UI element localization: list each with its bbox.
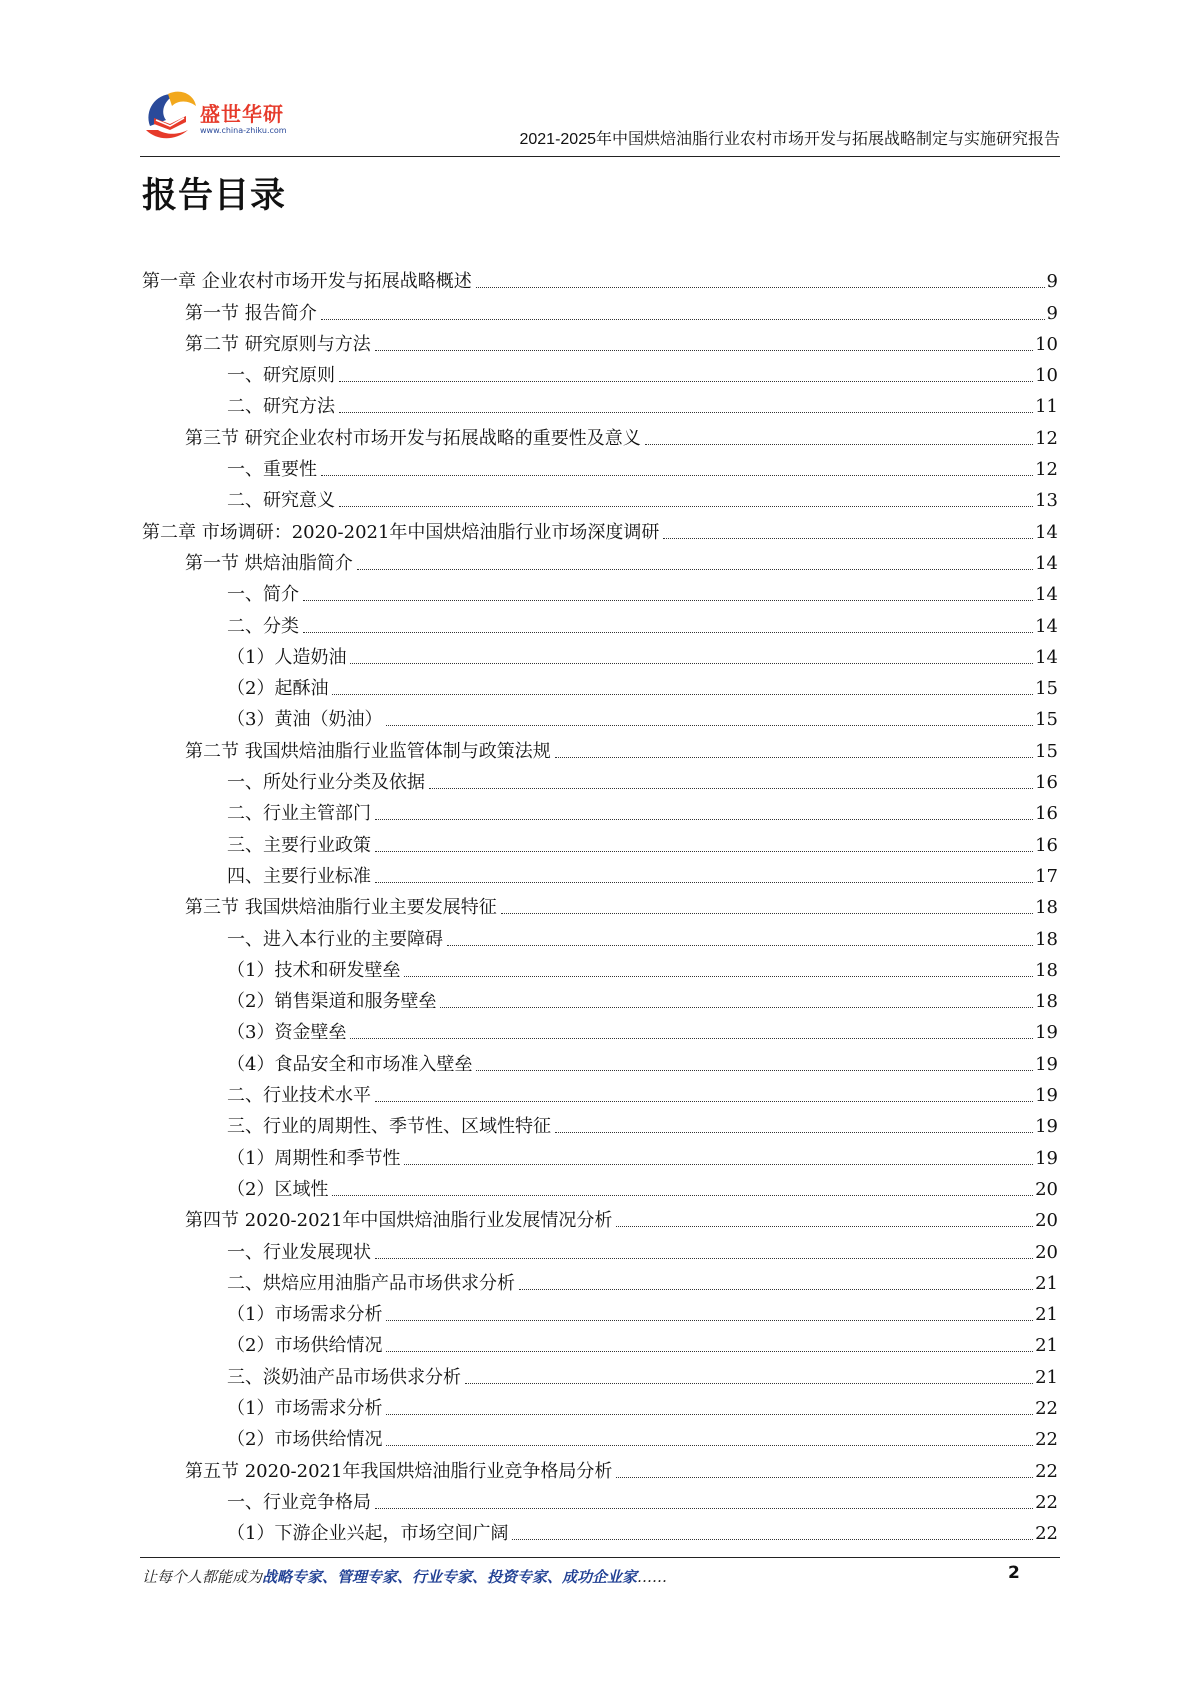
toc-dot-leader bbox=[386, 725, 1033, 726]
toc-page-number: 14 bbox=[1035, 615, 1058, 637]
toc-dot-leader bbox=[375, 1101, 1033, 1102]
toc-page-number: 20 bbox=[1035, 1241, 1058, 1263]
toc-dot-leader bbox=[332, 694, 1033, 695]
toc-entry-title: （1）人造奶油 bbox=[227, 646, 347, 668]
toc-entry[interactable] bbox=[142, 1170, 1058, 1201]
toc-page-number: 14 bbox=[1035, 646, 1058, 668]
toc-entry-title: （2）区域性 bbox=[227, 1178, 329, 1200]
toc-dot-leader bbox=[350, 1038, 1033, 1039]
toc-dot-leader bbox=[357, 569, 1033, 570]
toc-dot-leader bbox=[350, 663, 1033, 664]
page-number: 2 bbox=[1008, 1563, 1020, 1583]
toc-entry[interactable] bbox=[142, 1483, 1058, 1514]
toc-page-number: 22 bbox=[1035, 1491, 1058, 1513]
toc-entry-title: 第二节 我国烘焙油脂行业监管体制与政策法规 bbox=[185, 740, 551, 762]
toc-dot-leader bbox=[332, 1195, 1033, 1196]
toc-entry-title: （2）起酥油 bbox=[227, 678, 329, 700]
toc-entry[interactable] bbox=[142, 919, 1058, 950]
toc-entry-title: （4）食品安全和市场准入壁垒 bbox=[227, 1053, 473, 1075]
toc-page-number: 21 bbox=[1035, 1335, 1058, 1357]
toc-page-number: 10 bbox=[1035, 365, 1058, 387]
toc-dot-leader bbox=[386, 1351, 1033, 1352]
toc-entry-title: （2）市场供给情况 bbox=[227, 1429, 383, 1451]
toc-page-number: 19 bbox=[1035, 1085, 1058, 1107]
toc-page-number: 9 bbox=[1046, 302, 1058, 324]
toc-page-number: 12 bbox=[1035, 427, 1058, 449]
toc-page-number: 15 bbox=[1035, 709, 1058, 731]
toc-page-number: 21 bbox=[1035, 1272, 1058, 1294]
toc-page-number: 20 bbox=[1035, 1178, 1058, 1200]
toc-dot-leader bbox=[645, 444, 1033, 445]
page-header bbox=[140, 86, 1060, 158]
toc-entry-title: 第五节 2020-2021年我国烘焙油脂行业竞争格局分析 bbox=[185, 1460, 613, 1482]
toc-entry-title: 二、分类 bbox=[227, 615, 299, 637]
toc-dot-leader bbox=[386, 1414, 1033, 1415]
toc-dot-leader bbox=[555, 757, 1033, 758]
toc-dot-leader bbox=[555, 1132, 1033, 1133]
toc-page-number: 16 bbox=[1035, 803, 1058, 825]
toc-dot-leader bbox=[404, 1164, 1033, 1165]
toc-dot-leader bbox=[512, 1539, 1033, 1540]
toc-page-number: 9 bbox=[1046, 271, 1058, 293]
toc-entry[interactable] bbox=[142, 512, 1058, 543]
toc-page-number: 21 bbox=[1035, 1366, 1058, 1388]
toc-page-number: 19 bbox=[1035, 1053, 1058, 1075]
toc-entry[interactable] bbox=[142, 293, 1058, 324]
toc-entry[interactable] bbox=[142, 450, 1058, 481]
toc-entry[interactable] bbox=[142, 763, 1058, 794]
toc-entry[interactable] bbox=[142, 731, 1058, 762]
toc-page-number: 19 bbox=[1035, 1147, 1058, 1169]
toc-entry[interactable] bbox=[142, 418, 1058, 449]
toc-entry-title: 三、主要行业政策 bbox=[227, 834, 371, 856]
toc-dot-leader bbox=[375, 1508, 1033, 1509]
toc-dot-leader bbox=[440, 1007, 1033, 1008]
toc-dot-leader bbox=[616, 1477, 1033, 1478]
toc-dot-leader bbox=[375, 882, 1033, 883]
toc-entry[interactable] bbox=[142, 1232, 1058, 1263]
toc-entry-title: （1）技术和研发壁垒 bbox=[227, 959, 401, 981]
toc-entry-title: 一、进入本行业的主要障碍 bbox=[227, 928, 443, 950]
toc-entry[interactable] bbox=[142, 669, 1058, 700]
toc-entry[interactable] bbox=[142, 982, 1058, 1013]
toc-entry[interactable] bbox=[142, 1138, 1058, 1169]
toc-entry[interactable] bbox=[142, 825, 1058, 856]
logo-name: 盛世华研 bbox=[200, 102, 284, 126]
toc-entry-title: 一、重要性 bbox=[227, 459, 317, 481]
toc-entry-title: （1）市场需求分析 bbox=[227, 1397, 383, 1419]
toc-page-number: 19 bbox=[1035, 1116, 1058, 1138]
toc-entry[interactable] bbox=[142, 1013, 1058, 1044]
toc-entry-title: 二、行业技术水平 bbox=[227, 1085, 371, 1107]
toc-page-number: 15 bbox=[1035, 740, 1058, 762]
toc-entry-title: （2）销售渠道和服务壁垒 bbox=[227, 991, 437, 1013]
toc-entry-title: 一、研究原则 bbox=[227, 365, 335, 387]
toc-dot-leader bbox=[339, 506, 1033, 507]
slogan-suffix: …… bbox=[637, 1568, 668, 1586]
toc-entry[interactable] bbox=[142, 1076, 1058, 1107]
toc-entry[interactable] bbox=[142, 262, 1058, 293]
toc-entry-title: 一、简介 bbox=[227, 584, 299, 606]
toc-entry-title: （1）周期性和季节性 bbox=[227, 1147, 401, 1169]
toc-page-number: 11 bbox=[1035, 396, 1058, 418]
toc-entry[interactable] bbox=[142, 1326, 1058, 1357]
toc-entry-title: （3）资金壁垒 bbox=[227, 1022, 347, 1044]
toc-page-number: 10 bbox=[1035, 333, 1058, 355]
toc-page-number: 22 bbox=[1035, 1460, 1058, 1482]
toc-page-number: 18 bbox=[1035, 991, 1058, 1013]
toc-entry[interactable] bbox=[142, 888, 1058, 919]
toc-entry-title: （2）市场供给情况 bbox=[227, 1335, 383, 1357]
toc-entry-title: （1）下游企业兴起，市场空间广阔 bbox=[227, 1523, 509, 1545]
toc-entry[interactable] bbox=[142, 794, 1058, 825]
toc-dot-leader bbox=[321, 475, 1033, 476]
toc-page-number: 22 bbox=[1035, 1429, 1058, 1451]
toc-page-number: 18 bbox=[1035, 959, 1058, 981]
toc-page-number: 22 bbox=[1035, 1397, 1058, 1419]
toc-entry[interactable] bbox=[142, 1514, 1058, 1545]
toc-entry-title: 二、研究方法 bbox=[227, 396, 335, 418]
toc-entry[interactable] bbox=[142, 857, 1058, 888]
toc-dot-leader bbox=[339, 412, 1033, 413]
toc-entry[interactable] bbox=[142, 481, 1058, 512]
footer-slogan bbox=[142, 1566, 667, 1587]
toc-entry[interactable] bbox=[142, 951, 1058, 982]
toc-entry[interactable] bbox=[142, 700, 1058, 731]
toc-dot-leader bbox=[465, 1383, 1033, 1384]
footer-divider bbox=[140, 1557, 1060, 1558]
toc-dot-leader bbox=[321, 319, 1045, 320]
toc-dot-leader bbox=[616, 1226, 1033, 1227]
toc-page-number: 13 bbox=[1035, 490, 1058, 512]
toc-dot-leader bbox=[404, 976, 1033, 977]
toc-page-number: 19 bbox=[1035, 1022, 1058, 1044]
toc-dot-leader bbox=[663, 538, 1033, 539]
toc-entry-title: 二、烘焙应用油脂产品市场供求分析 bbox=[227, 1272, 515, 1294]
toc-entry[interactable] bbox=[142, 356, 1058, 387]
toc-entry-title: 第二节 研究原则与方法 bbox=[185, 333, 371, 355]
toc-dot-leader bbox=[519, 1289, 1033, 1290]
toc-dot-leader bbox=[501, 913, 1033, 914]
toc-page-number: 14 bbox=[1035, 521, 1058, 543]
toc-entry[interactable] bbox=[142, 638, 1058, 669]
toc-page-number: 21 bbox=[1035, 1304, 1058, 1326]
toc-entry[interactable] bbox=[142, 1044, 1058, 1075]
toc-dot-leader bbox=[303, 600, 1033, 601]
toc-entry-title: 三、行业的周期性、季节性、区域性特征 bbox=[227, 1116, 551, 1138]
table-of-contents bbox=[142, 262, 1058, 1545]
toc-page-number: 14 bbox=[1035, 552, 1058, 574]
toc-page-number: 16 bbox=[1035, 834, 1058, 856]
toc-entry-title: 一、行业发展现状 bbox=[227, 1241, 371, 1263]
toc-entry[interactable] bbox=[142, 325, 1058, 356]
toc-entry[interactable] bbox=[142, 1389, 1058, 1420]
toc-page-number: 17 bbox=[1035, 865, 1058, 887]
toc-entry-title: 一、所处行业分类及依据 bbox=[227, 772, 425, 794]
toc-dot-leader bbox=[386, 1445, 1033, 1446]
toc-dot-leader bbox=[339, 381, 1033, 382]
slogan-prefix: 让每个人都能成为 bbox=[142, 1568, 263, 1586]
toc-entry-title: 四、主要行业标准 bbox=[227, 865, 371, 887]
toc-dot-leader bbox=[375, 819, 1033, 820]
toc-entry-title: 第一节 烘焙油脂简介 bbox=[185, 552, 353, 574]
toc-entry[interactable] bbox=[142, 1357, 1058, 1388]
toc-entry-title: 第二章 市场调研：2020-2021年中国烘焙油脂行业市场深度调研 bbox=[142, 521, 660, 543]
toc-entry[interactable] bbox=[142, 1451, 1058, 1482]
toc-entry[interactable] bbox=[142, 1295, 1058, 1326]
toc-dot-leader bbox=[375, 851, 1033, 852]
toc-dot-leader bbox=[303, 632, 1033, 633]
toc-entry[interactable] bbox=[142, 1201, 1058, 1232]
toc-entry-title: （1）市场需求分析 bbox=[227, 1304, 383, 1326]
toc-entry-title: 第三节 研究企业农村市场开发与拓展战略的重要性及意义 bbox=[185, 427, 641, 449]
toc-entry-title: 一、行业竞争格局 bbox=[227, 1491, 371, 1513]
toc-entry-title: 第三节 我国烘焙油脂行业主要发展特征 bbox=[185, 897, 497, 919]
toc-entry[interactable] bbox=[142, 1420, 1058, 1451]
toc-entry[interactable] bbox=[142, 1264, 1058, 1295]
toc-page-number: 16 bbox=[1035, 772, 1058, 794]
toc-entry-title: 二、行业主管部门 bbox=[227, 803, 371, 825]
logo-emblem-icon bbox=[140, 86, 202, 146]
logo-url: www.china-zhiku.com bbox=[200, 126, 287, 135]
toc-page-number: 15 bbox=[1035, 678, 1058, 700]
toc-dot-leader bbox=[429, 788, 1033, 789]
slogan-highlight: 战略专家、管理专家、行业专家、投资专家、成功企业家 bbox=[262, 1568, 638, 1586]
toc-dot-leader bbox=[375, 1258, 1033, 1259]
toc-entry-title: 二、研究意义 bbox=[227, 490, 335, 512]
toc-page-number: 14 bbox=[1035, 584, 1058, 606]
toc-entry[interactable] bbox=[142, 606, 1058, 637]
toc-entry[interactable] bbox=[142, 1107, 1058, 1138]
toc-dot-leader bbox=[386, 1320, 1033, 1321]
toc-heading: 报告目录 bbox=[142, 176, 287, 216]
toc-dot-leader bbox=[375, 350, 1033, 351]
toc-page-number: 20 bbox=[1035, 1210, 1058, 1232]
report-title: 2021-2025年中国烘焙油脂行业农村市场开发与拓展战略制定与实施研究报告 bbox=[519, 131, 1060, 148]
toc-entry-title: 第四节 2020-2021年中国烘焙油脂行业发展情况分析 bbox=[185, 1210, 613, 1232]
toc-entry[interactable] bbox=[142, 575, 1058, 606]
toc-entry[interactable] bbox=[142, 387, 1058, 418]
toc-dot-leader bbox=[476, 1070, 1033, 1071]
toc-entry-title: 第一节 报告简介 bbox=[185, 302, 317, 324]
toc-page-number: 22 bbox=[1035, 1523, 1058, 1545]
toc-page-number: 18 bbox=[1035, 897, 1058, 919]
toc-dot-leader bbox=[447, 945, 1033, 946]
toc-entry[interactable] bbox=[142, 544, 1058, 575]
toc-page-number: 12 bbox=[1035, 459, 1058, 481]
company-logo bbox=[140, 86, 310, 146]
header-divider bbox=[140, 156, 1060, 157]
toc-entry-title: 三、淡奶油产品市场供求分析 bbox=[227, 1366, 461, 1388]
toc-dot-leader bbox=[476, 287, 1045, 288]
toc-entry-title: （3）黄油（奶油） bbox=[227, 709, 383, 731]
toc-page-number: 18 bbox=[1035, 928, 1058, 950]
toc-entry-title: 第一章 企业农村市场开发与拓展战略概述 bbox=[142, 271, 472, 293]
